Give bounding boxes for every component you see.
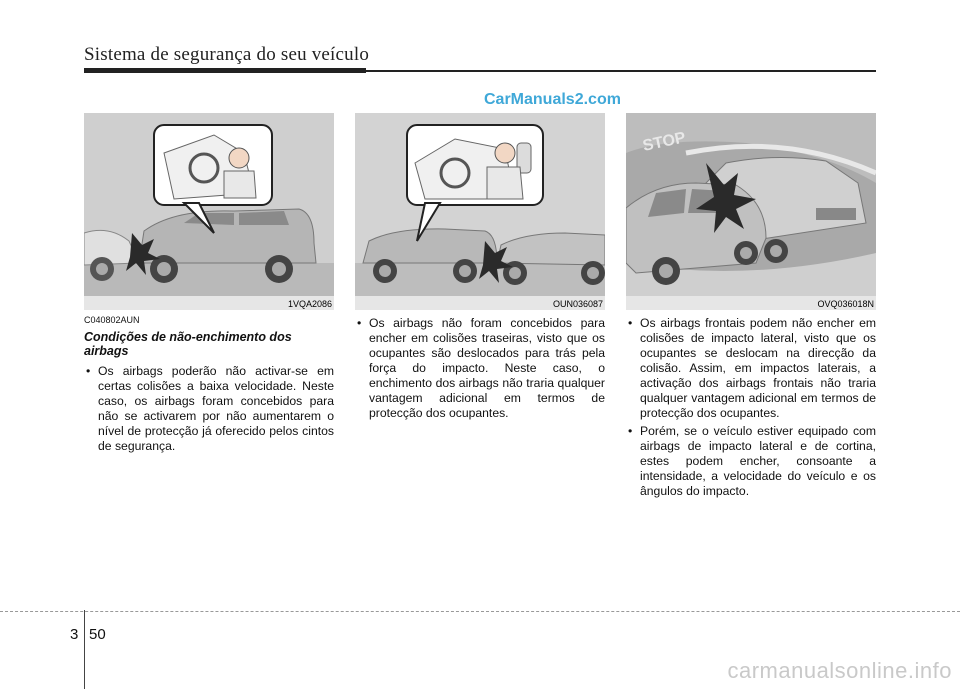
- bullet-item: • Os airbags poderão não activar-se em certas colisões a baixa velocidade. Neste caso, os airbags foram concebidos para não se activarem por não aumentarem o nível de protecção já oferecido pelos cintos de segurança.: [84, 364, 334, 454]
- figure-code: 1VQA2086: [287, 299, 332, 309]
- watermark-bottom: carmanualsonline.info: [727, 658, 952, 683]
- watermark-top: CarManuals2.com: [484, 91, 621, 108]
- figure-code: OUN036087: [552, 299, 603, 309]
- rear-collision-two-cars-illustration-icon: [355, 113, 605, 310]
- section-heading: Condições de não-enchimento dos airbags: [84, 330, 292, 358]
- bullet-list-column-3: [626, 316, 876, 502]
- chapter-number: 3: [70, 626, 79, 643]
- section-code: C040802AUN: [84, 315, 140, 325]
- bullet-list-column-1: [84, 364, 334, 457]
- bullet-item: • Os airbags não foram concebidos para encher em colisões traseiras, visto que os ocupantes são deslocados para trás pela força do impacto. Neste caso, o enchimento dos airbags não traria qualquer vantagem adicional em termos de protecção dos ocupantes.: [355, 316, 605, 421]
- footer-divider: [0, 611, 960, 612]
- side-impact-illustration-icon: [626, 113, 876, 310]
- header-rule-thin: [366, 70, 876, 72]
- figure-code: OVQ036018N: [817, 299, 874, 309]
- figure-rear-collision-driver: [84, 113, 334, 310]
- figure-rear-collision-two-cars: [355, 113, 605, 310]
- bullet-list-column-2: [355, 316, 605, 424]
- rear-collision-driver-illustration-icon: [84, 113, 334, 310]
- page-header-title: Sistema de segurança do seu veículo: [84, 44, 370, 65]
- footer-vertical-rule: [84, 610, 85, 689]
- bullet-item: • Os airbags frontais podem não encher em colisões de impacto lateral, visto que os ocupantes se deslocam na direcção da colisão. Assim, em impactos laterais, a activação dos airbags frontais não traria qualquer vantagem adicional em termos de protecção dos ocupantes.: [626, 316, 876, 421]
- figure-side-impact: [626, 113, 876, 310]
- bullet-item: • Porém, se o veículo estiver equipado com airbags de impacto lateral e de cortina, estes podem encher, consoante a intensidade, a velocidade do veículo e os ângulos do impacto.: [626, 424, 876, 499]
- svg-text:STOP: STOP: [641, 129, 688, 155]
- header-rule: [84, 68, 366, 73]
- page-number: 50: [89, 626, 106, 643]
